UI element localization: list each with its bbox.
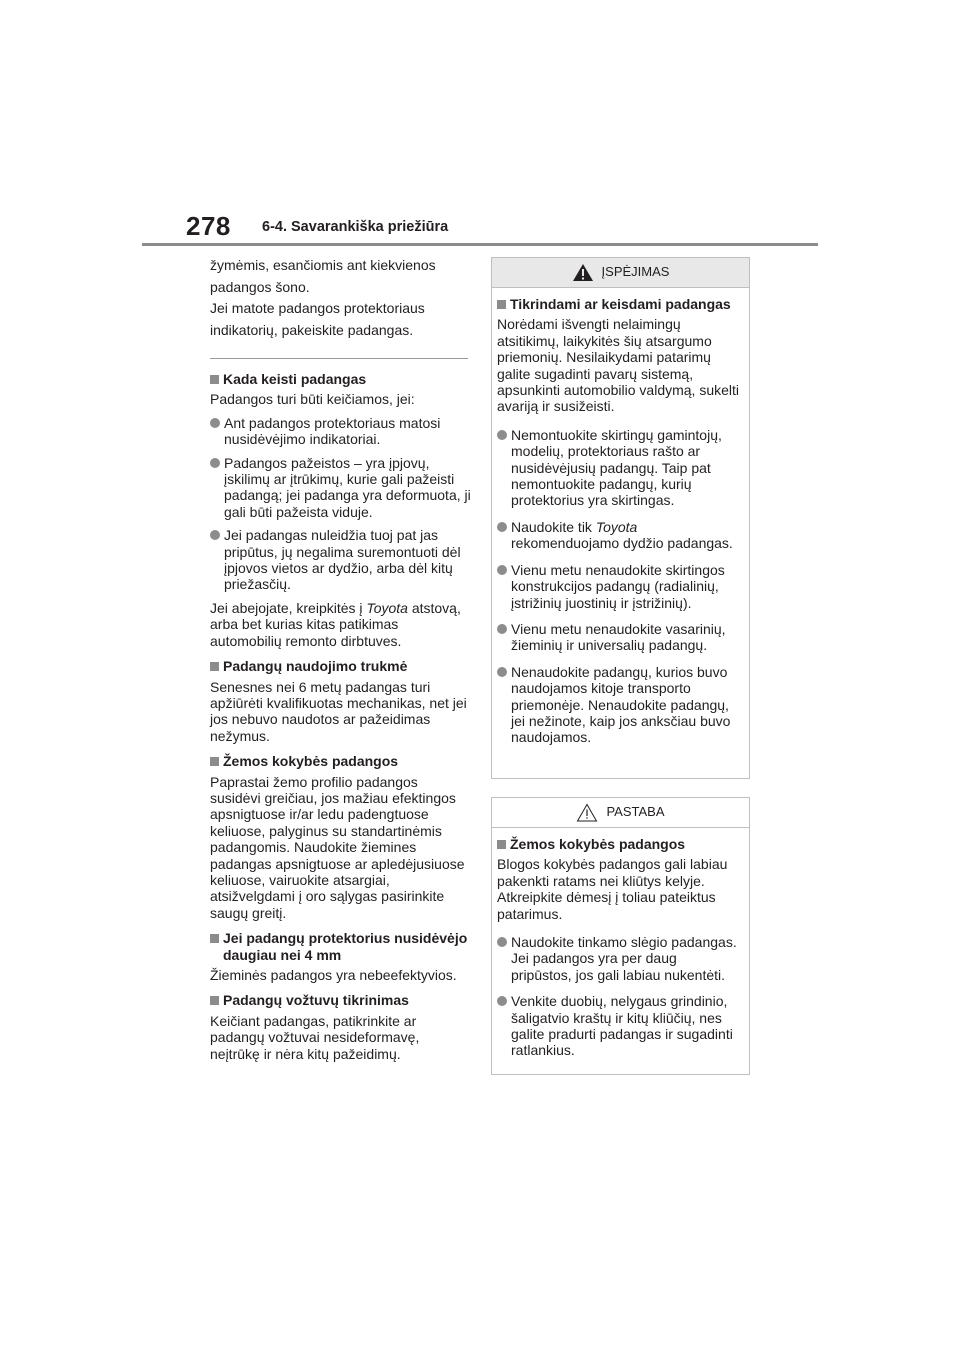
circle-bullet-icon [210, 418, 220, 428]
section-heading: Žemos kokybės padangos [210, 753, 472, 769]
bullet-item: Ant padangos protektoriaus matosi nusidėvėjimo indikatoriai. [210, 415, 472, 448]
warning-box [491, 257, 750, 779]
square-bullet-icon [210, 662, 219, 671]
caution-triangle-icon [576, 803, 598, 822]
paragraph: Blogos kokybės padangos gali labiau pakenkti ratams nei kliūtys kelyje. Atkreipkite dėmesį į toliau pateiktus patarimus. [497, 856, 728, 922]
paragraph: Norėdami išvengti nelaimingų atsitikimų, laikykitės šių atsargumo priemonių. Nesilaikydami patarimų galite sugadinti pavarų sistemą, apsunkinti automobilio valdymą, sukelti avariją ir susižeisti. [497, 316, 740, 415]
square-bullet-icon [210, 996, 219, 1005]
paragraph: Padangos turi būti keičiamos, jei: [210, 391, 415, 408]
section-heading: Jei padangų protektorius nusidėvėjo daugiau nei 4 mm [210, 930, 472, 963]
bullet-item: Padangos pažeistos – yra įpjovų, įskilimų ar įtrūkimų, kurie gali pažeisti padangą; jei padanga yra deformuota, ji gali būti pažeista viduje. [210, 455, 472, 521]
circle-bullet-icon [497, 667, 507, 677]
warning-header [492, 258, 749, 288]
bullet-item: Nenaudokite padangų, kurios buvo naudojamos kitoje transporto priemonėje. Nenaudokite padangų, jei nežinote, kaip jos anksčiau buvo naudojamos. [497, 664, 739, 746]
section-heading: Padangų vožtuvų tikrinimas [210, 992, 472, 1008]
bullet-item: Naudokite tinkamo slėgio padangas. Jei padangos yra per daug pripūstos, jos gali labiau nukentėti. [497, 934, 739, 983]
section-heading: Tikrindami ar keisdami padangas [497, 296, 739, 312]
notice-box [491, 797, 750, 1075]
paragraph: Paprastai žemo profilio padangos susidėvi greičiau, jos mažiau efektingos apsnigtuose ir/ar ledu padengtuose keliuose, palyginus su standartinėmis padangomis. Naudokite žiemines padangas apsnigtuose ar apledėjusiuose keliuose, vairuokite atsargiai, atsižvelgdami į oro sąlygas pasirinkite saugų greitį. [210, 773, 465, 921]
section-heading: Kada keisti padangas [210, 371, 472, 387]
warning-body [492, 288, 749, 754]
square-bullet-icon [210, 375, 219, 384]
circle-bullet-icon [497, 996, 507, 1006]
square-bullet-icon [210, 934, 219, 943]
bullet-item: Vienu metu nenaudokite vasarinių, žieminių ir universalių padangų. [497, 621, 739, 654]
circle-bullet-icon [497, 937, 507, 947]
circle-bullet-icon [497, 565, 507, 575]
header-rule [142, 243, 818, 246]
section-heading: Žemos kokybės padangos [497, 836, 739, 852]
square-bullet-icon [210, 757, 219, 766]
left-column [210, 255, 472, 1064]
bullet-item: Venkite duobių, nelygaus grindinio, šaligatvio kraštų ir kitų kliūčių, nes galite pradurti padangas ir sugadinti ratlankius. [497, 993, 739, 1059]
warning-label: ĮSPĖJIMAS [601, 264, 670, 280]
square-bullet-icon [497, 300, 506, 309]
paragraph: Žieminės padangos yra nebeefektyvios. [210, 967, 457, 983]
circle-bullet-icon [497, 430, 507, 440]
bullet-item: Vienu metu nenaudokite skirtingos konstrukcijos padangų (radialinių, įstrižinių juostinių ir įstrižinių). [497, 562, 739, 611]
square-bullet-icon [497, 840, 506, 849]
section-title: 6-4. Savarankiška priežiūra [262, 219, 449, 235]
paragraph: Senesnes nei 6 metų padangas turi apžiūrėti kvalifikuotas mechanikas, net jei jos nebuvo naudotos ar pažeidimas nežymus. [210, 678, 467, 744]
notice-label: PASTABA [606, 804, 665, 820]
bullet-item: Naudokite tik Toyota rekomenduojamo dydžio padangas. [497, 519, 739, 552]
bullet-item: Nemontuokite skirtingų gamintojų, modelių, protektoriaus rašto ar nusidėvėjusių padangų. Taip pat nemontuokite padangų, kurių protektorius yra skirtingas. [497, 427, 739, 509]
paragraph: Keičiant padangas, patikrinkite ar padangų vožtuvai nesideformavę, neįtrūkę ir nėra kitų pažeidimų. [210, 1012, 420, 1062]
warning-triangle-icon [572, 263, 594, 282]
notice-body [492, 828, 749, 1067]
circle-bullet-icon [497, 522, 507, 532]
page-number: 278 [186, 211, 231, 241]
circle-bullet-icon [210, 458, 220, 468]
bullet-item: Jei padangas nuleidžia tuoj pat jas pripūtus, jų negalima suremontuoti dėl įpjovos vietos ar dydžio, arba dėl kitų priežasčių. [210, 527, 472, 593]
circle-bullet-icon [210, 530, 220, 540]
circle-bullet-icon [497, 624, 507, 634]
notice-header [492, 798, 749, 828]
intro-text: žymėmis, esančiomis ant kiekvienos padangos šono. Jei matote padangos protektoriaus indikatorių, pakeiskite padangas. [210, 257, 436, 338]
section-divider [210, 358, 468, 359]
section-heading: Padangų naudojimo trukmė [210, 658, 472, 674]
paragraph: Jei abejojate, kreipkitės į Toyota atstovą, arba bet kurias kitas patikimas automobilių remonto dirbtuves. [210, 599, 461, 649]
